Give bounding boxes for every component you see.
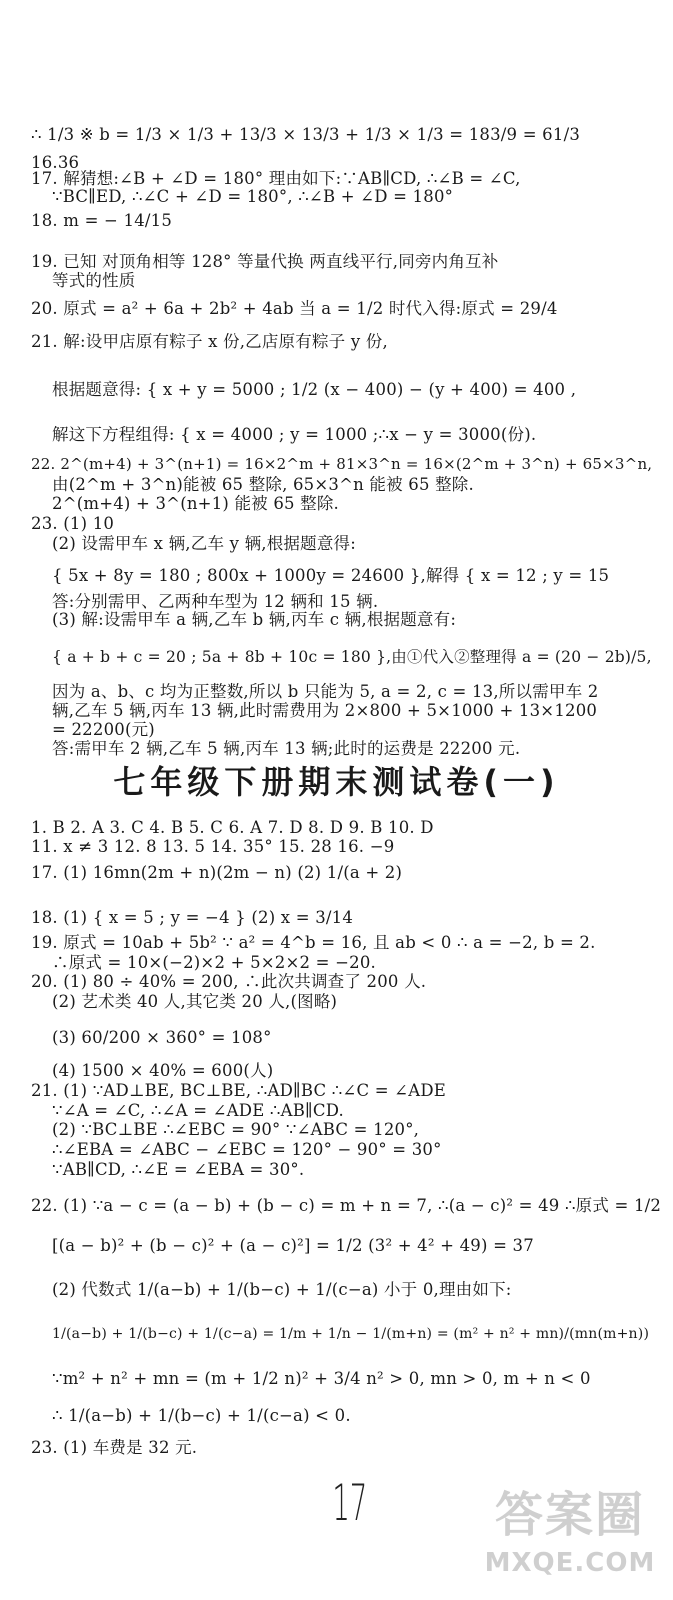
line-15: 23. (1) 10 xyxy=(31,514,115,533)
line-09: 21. 解:设甲店原有粽子 x 份,乙店原有粽子 y 份, xyxy=(31,332,388,351)
line-08: 20. 原式 = a² + 6a + 2b² + 4ab 当 a = 1/2 时代入得:原式 = 29/4 xyxy=(31,299,558,318)
line-39: ∴∠EBA = ∠ABC − ∠EBC = 120° − 90° = 30° xyxy=(52,1140,442,1159)
line-42: [(a − b)² + (b − c)² + (a − c)²] = 1/2 (3² + 4² + 49) = 37 xyxy=(52,1236,534,1255)
line-14: 2^(m+4) + 3^(n+1) 能被 65 整除. xyxy=(52,494,340,513)
line-12: 22. 2^(m+4) + 3^(n+1) = 16×2^m + 81×3^n = 16×(2^m + 3^n) + 65×3^n, xyxy=(31,455,653,473)
line-19: (3) 解:设需甲车 a 辆,乙车 b 辆,丙车 c 辆,根据题意有: xyxy=(52,610,457,629)
line-32: 20. (1) 80 ÷ 40% = 200, ∴此次共调查了 200 人. xyxy=(31,972,427,991)
page-number: 17 xyxy=(332,1474,368,1532)
line-06: 19. 已知 对顶角相等 128° 等量代换 两直线平行,同旁内角互补 xyxy=(31,252,499,271)
line-23: = 22200(元) xyxy=(52,720,155,739)
line-16: (2) 设需甲车 x 辆,乙车 y 辆,根据题意得: xyxy=(52,534,356,553)
line-22: 辆,乙车 5 辆,丙车 13 辆,此时需费用为 2×800 + 5×1000 + 13×1200 xyxy=(52,701,598,720)
line-13: 由(2^m + 3^n)能被 65 整除, 65×3^n 能被 65 整除. xyxy=(52,475,474,494)
watermark xyxy=(475,1480,665,1598)
line-10: 根据题意得: { x + y = 5000 ; 1/2 (x − 400) − (y + 400) = 400 , xyxy=(52,380,577,399)
line-47: 23. (1) 车费是 32 元. xyxy=(31,1438,198,1457)
line-31: ∴原式 = 10×(−2)×2 + 5×2×2 = −20. xyxy=(52,953,376,972)
line-17: { 5x + 8y = 180 ; 800x + 1000y = 24600 },解得 { x = 12 ; y = 15 xyxy=(52,566,610,585)
line-07: 等式的性质 xyxy=(52,271,136,290)
line-26: 1. B 2. A 3. C 4. B 5. C 6. A 7. D 8. D 9. B 10. D xyxy=(31,818,434,837)
line-29: 18. (1) { x = 5 ; y = −4 } (2) x = 3/14 xyxy=(31,908,354,927)
line-20: { a + b + c = 20 ; 5a + 8b + 10c = 180 },由①代入②整理得 a = (20 − 2b)/5, xyxy=(52,648,652,666)
line-38: (2) ∵BC⊥BE ∴∠EBC = 90° ∵∠ABC = 120°, xyxy=(52,1120,420,1139)
line-11: 解这下方程组得: { x = 4000 ; y = 1000 ;∴x − y = 3000(份). xyxy=(52,425,537,444)
line-36: 21. (1) ∵AD⊥BE, BC⊥BE, ∴AD∥BC ∴∠C = ∠ADE xyxy=(31,1081,446,1100)
section-heading: 七年级下册期末测试卷(一) xyxy=(113,763,560,801)
line-35: (4) 1500 × 40% = 600(人) xyxy=(52,1061,274,1080)
line-24: 答:需甲车 2 辆,乙车 5 辆,丙车 13 辆;此时的运费是 22200 元. xyxy=(52,739,521,758)
line-43: (2) 代数式 1/(a−b) + 1/(b−c) + 1/(c−a) 小于 0,理由如下: xyxy=(52,1280,512,1299)
line-04: ∵BC∥ED, ∴∠C + ∠D = 180°, ∴∠B + ∠D = 180° xyxy=(52,187,454,206)
line-40: ∵AB∥CD, ∴∠E = ∠EBA = 30°. xyxy=(52,1160,305,1179)
line-41: 22. (1) ∵a − c = (a − b) + (b − c) = m + n = 7, ∴(a − c)² = 49 ∴原式 = 1/2 xyxy=(31,1196,662,1215)
line-02: 16.36 xyxy=(31,153,80,172)
line-44: 1/(a−b) + 1/(b−c) + 1/(c−a) = 1/m + 1/n − 1/(m+n) = (m² + n² + mn)/(mn(m+n)) xyxy=(52,1326,650,1342)
line-33: (2) 艺术类 40 人,其它类 20 人,(图略) xyxy=(52,992,338,1011)
watermark-logo: 答案圈 xyxy=(494,1487,645,1543)
line-27: 11. x ≠ 3 12. 8 13. 5 14. 35° 15. 28 16. −9 xyxy=(31,837,395,856)
line-01: ∴ 1/3 ※ b = 1/3 × 1/3 + 13/3 × 13/3 + 1/3 × 1/3 = 183/9 = 61/3 xyxy=(31,125,581,144)
line-46: ∴ 1/(a−b) + 1/(b−c) + 1/(c−a) < 0. xyxy=(52,1406,351,1425)
line-21: 因为 a、b、c 均为正整数,所以 b 只能为 5, a = 2, c = 13,所以需甲车 2 xyxy=(52,682,599,701)
line-45: ∵m² + n² + mn = (m + 1/2 n)² + 3/4 n² > 0, mn > 0, m + n < 0 xyxy=(52,1369,591,1388)
line-30: 19. 原式 = 10ab + 5b² ∵ a² = 4^b = 16, 且 ab < 0 ∴ a = −2, b = 2. xyxy=(31,933,596,952)
line-34: (3) 60/200 × 360° = 108° xyxy=(52,1028,272,1047)
line-28: 17. (1) 16mn(2m + n)(2m − n) (2) 1/(a + 2) xyxy=(31,863,403,882)
line-05: 18. m = − 14/15 xyxy=(31,211,173,230)
line-18: 答:分别需甲、乙两种车型为 12 辆和 15 辆. xyxy=(52,592,379,611)
line-37: ∵∠A = ∠C, ∴∠A = ∠ADE ∴AB∥CD. xyxy=(52,1101,344,1120)
watermark-url: MXQE.COM xyxy=(484,1548,656,1578)
line-03: 17. 解猜想:∠B + ∠D = 180° 理由如下:∵AB∥CD, ∴∠B = ∠C, xyxy=(31,169,521,188)
